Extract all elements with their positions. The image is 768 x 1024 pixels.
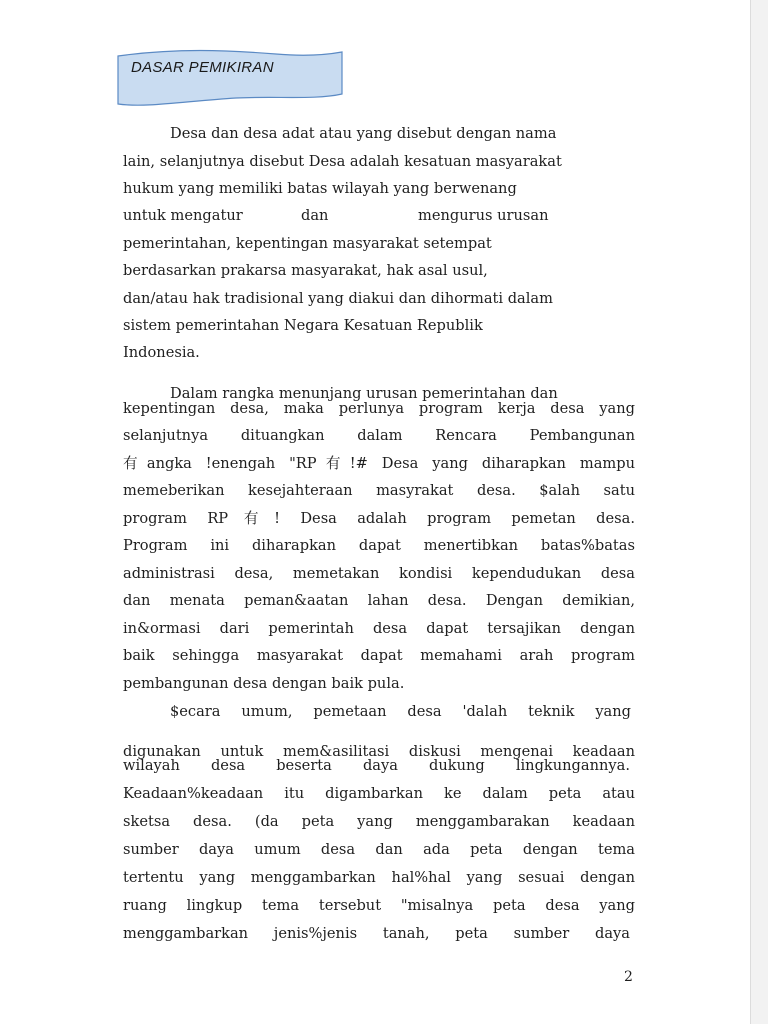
paragraph-2-line-12: pembangunan desa dengan baik pula. (123, 675, 405, 692)
paragraph-1-line-1: Desa dan desa adat atau yang disebut dengan nama (170, 125, 557, 142)
paragraph-3-line-6: sumber daya umum desa dan ada peta dengan tema (123, 841, 635, 858)
section-heading-banner (116, 48, 346, 108)
paragraph-1-line-4c: mengurus urusan (418, 207, 549, 224)
paragraph-1-line-3: hukum yang memiliki batas wilayah yang berwenang (123, 180, 517, 197)
paragraph-2-line-3: selanjutnya dituangkan dalam Rencara Pembangunan (123, 427, 635, 444)
paragraph-3-line-9: menggambarkan jenis%jenis tanah, peta sumber daya (123, 925, 630, 942)
paragraph-3-line-2: digunakan untuk mem&asilitasi diskusi mengenai keadaan (123, 743, 635, 760)
paragraph-3-line-3: wilayah desa beserta daya dukung lingkungannya. (123, 757, 630, 774)
paragraph-1-line-4a: untuk mengatur (123, 207, 243, 224)
paragraph-1-line-2: lain, selanjutnya disebut Desa adalah kesatuan masyarakat (123, 153, 562, 170)
paragraph-2-line-9: dan menata peman&aatan lahan desa. Dengan demikian, (123, 592, 635, 609)
paragraph-2-line-11: baik sehingga masyarakat dapat memahami arah program (123, 647, 635, 664)
paragraph-3-line-7: tertentu yang menggambarkan hal%hal yang sesuai dengan (123, 869, 635, 886)
paragraph-2-line-7: Program ini diharapkan dapat menertibkan batas%batas (123, 537, 635, 554)
paragraph-2-line-6: program RP有! Desa adalah program pemetan desa. (123, 510, 635, 527)
paragraph-2-line-2: kepentingan desa, maka perlunya program kerja desa yang (123, 400, 635, 417)
page-number: 2 (624, 969, 633, 985)
paragraph-1-line-4b: dan (301, 207, 329, 224)
paragraph-3-line-8: ruang lingkup tema tersebut "misalnya peta desa yang (123, 897, 635, 914)
paragraph-1-line-7: dan/atau hak tradisional yang diakui dan dihormati dalam (123, 290, 553, 307)
paragraph-3-line-4: Keadaan%keadaan itu digambarkan ke dalam peta atau (123, 785, 635, 802)
section-heading-title: DASAR PEMIKIRAN (131, 59, 274, 76)
paragraph-2-line-8: administrasi desa, memetakan kondisi kependudukan desa (123, 565, 635, 582)
paragraph-1-line-6: berdasarkan prakarsa masyarakat, hak asal usul, (123, 262, 488, 279)
paragraph-2-line-10: in&ormasi dari pemerintah desa dapat tersajikan dengan (123, 620, 635, 637)
paragraph-2-line-1: Dalam rangka menunjang urusan pemerintahan dan (170, 385, 558, 402)
paragraph-1-line-9: Indonesia. (123, 344, 200, 361)
paragraph-2-line-4: 有angka !enengah "RP有!# Desa yang diharapkan mampu (123, 455, 635, 472)
paragraph-3-line-1: $ecara umum, pemetaan desa 'dalah teknik yang (170, 703, 631, 720)
paragraph-1-line-5: pemerintahan, kepentingan masyarakat setempat (123, 235, 492, 252)
paragraph-1-line-8: sistem pemerintahan Negara Kesatuan Republik (123, 317, 483, 334)
paragraph-3-line-5: sketsa desa. (da peta yang menggambarakan keadaan (123, 813, 635, 830)
wave-banner-shape (116, 48, 346, 108)
paragraph-2-line-5: memeberikan kesejahteraan masyrakat desa. $alah satu (123, 482, 635, 499)
